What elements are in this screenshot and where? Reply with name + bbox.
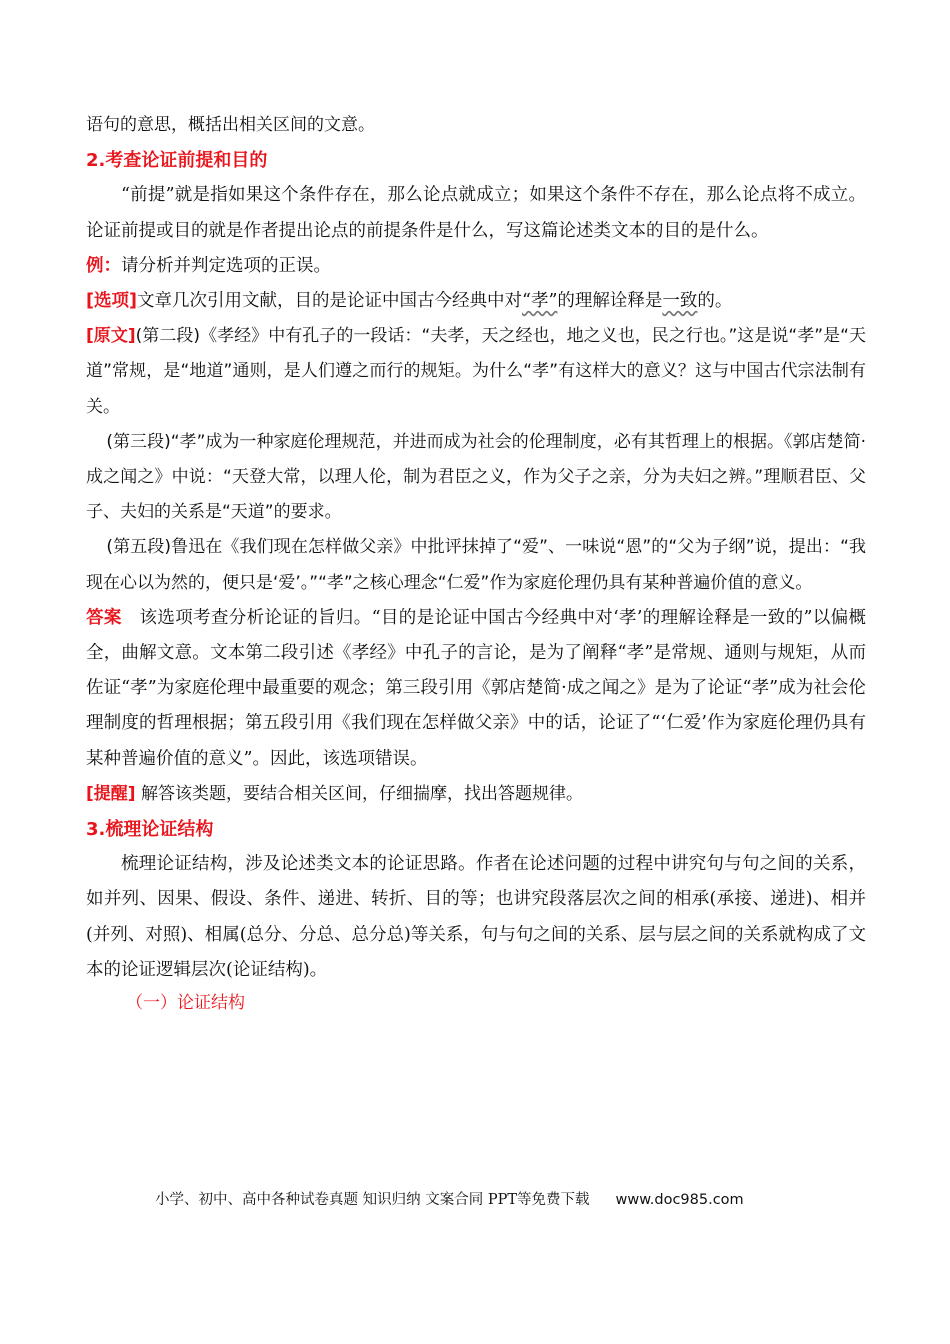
example-text: 请分析并判定选项的正误。 (121, 255, 331, 276)
tip-text: 解答该类题，要结合相关区间，仔细揣摩，找出答题规律。 (140, 783, 583, 804)
section-heading-3: 3.梳理论证结构 (86, 819, 214, 841)
page-footer (155, 1188, 855, 1209)
source-paragraph-2 (86, 319, 866, 425)
document-body (86, 108, 866, 1018)
option-text-a: 文章几次引用文献，目的是论证中国古今经典中对 (137, 291, 522, 312)
intro-tail: 语句的意思，概括出相关区间的文意。 (86, 115, 375, 135)
answer-label: 答案 (86, 607, 122, 628)
option-text-wavy-2: 一致 (662, 291, 698, 312)
option-text-b: 的理解诠释是 (557, 291, 663, 312)
footer-url: www.doc985.com (615, 1192, 744, 1208)
subheading-argument-structure: （一）论证结构 (126, 993, 245, 1014)
structure-paragraph: 梳理论证结构，涉及论述类文本的论证思路。作者在论述问题的过程中讲究句与句之间的关系，如并列、因果、假设、条件、递进、转折、目的等；也讲究段落层次之间的相承(承接、递进)、相并(并列、对照)、相属(总分、分总、总分总)等关系，句与句之间的关系、层与层之间的关系就构成了文本的论证逻辑层次(论证结构)。 (86, 854, 866, 980)
section-heading-2: 2.考查论证前提和目的 (86, 150, 268, 172)
answer-text: 该选项考查分析论证的旨归。“目的是论证中国古今经典中对‘孝’的理解诠释是一致的”以偏概全，曲解文意。文本第二段引述《孝经》中孔子的言论，是为了阐释“孝”是常规、通则与规矩，从而佐证“孝”为家庭伦理中最重要的观念；第三段引用《郭店楚简·成之闻之》是为了论证“孝”成为社会伦理制度的哲理根据；第五段引用《我们现在怎样做父亲》中的话，论证了“‘仁爱’作为家庭伦理仍具有某种普遍价值的意义”。因此，该选项错误。 (86, 607, 866, 769)
source-paragraph-5: (第五段)鲁迅在《我们现在怎样做父亲》中批评抹掉了“爱”、一味说“恩”的“父为子纲”说，提出：“我现在心以为然的，便只是‘爱’。”“孝”之核心理念“仁爱”作为家庭伦理仍具有某种普遍价值的意义。 (86, 537, 866, 593)
answer-paragraph (86, 601, 866, 777)
example-line (86, 249, 866, 284)
tip-label: [提醒] (86, 783, 136, 804)
source-p2-text: (第二段)《孝经》中有孔子的一段话：“夫孝，天之经也，地之义也，民之行也。”这是说“孝”是“天道”常规，是“地道”通则，是人们遵之而行的规矩。为什么“孝”有这样大的意义？这与中国古代宗法制有关。 (86, 326, 866, 417)
source-paragraph-3: (第三段)“孝”成为一种家庭伦理规范，并进而成为社会的伦理制度，必有其哲理上的根据。《郭店楚简·成之闻之》中说：“天登大常，以理人伦，制为君臣之义，作为父子之亲，分为夫妇之辨。”理顺君臣、父子、夫妇的关系是“天道”的要求。 (86, 431, 866, 523)
option-text-c: 的。 (697, 291, 733, 312)
option-text-wavy: “孝” (522, 291, 558, 312)
source-label: [原文] (86, 326, 136, 347)
option-line (86, 284, 866, 319)
example-label: 例： (86, 255, 121, 276)
tip-line (86, 777, 866, 812)
option-label: [选项] (86, 291, 137, 312)
definition-paragraph: “前提”就是指如果这个条件存在，那么论点就成立；如果这个条件不存在，那么论点将不成立。论证前提或目的就是作者提出论点的前提条件是什么，写这篇论述类文本的目的是什么。 (86, 185, 866, 241)
footer-text: 小学、初中、高中各种试卷真题 知识归纳 文案合同 PPT等免费下载 (155, 1192, 590, 1208)
